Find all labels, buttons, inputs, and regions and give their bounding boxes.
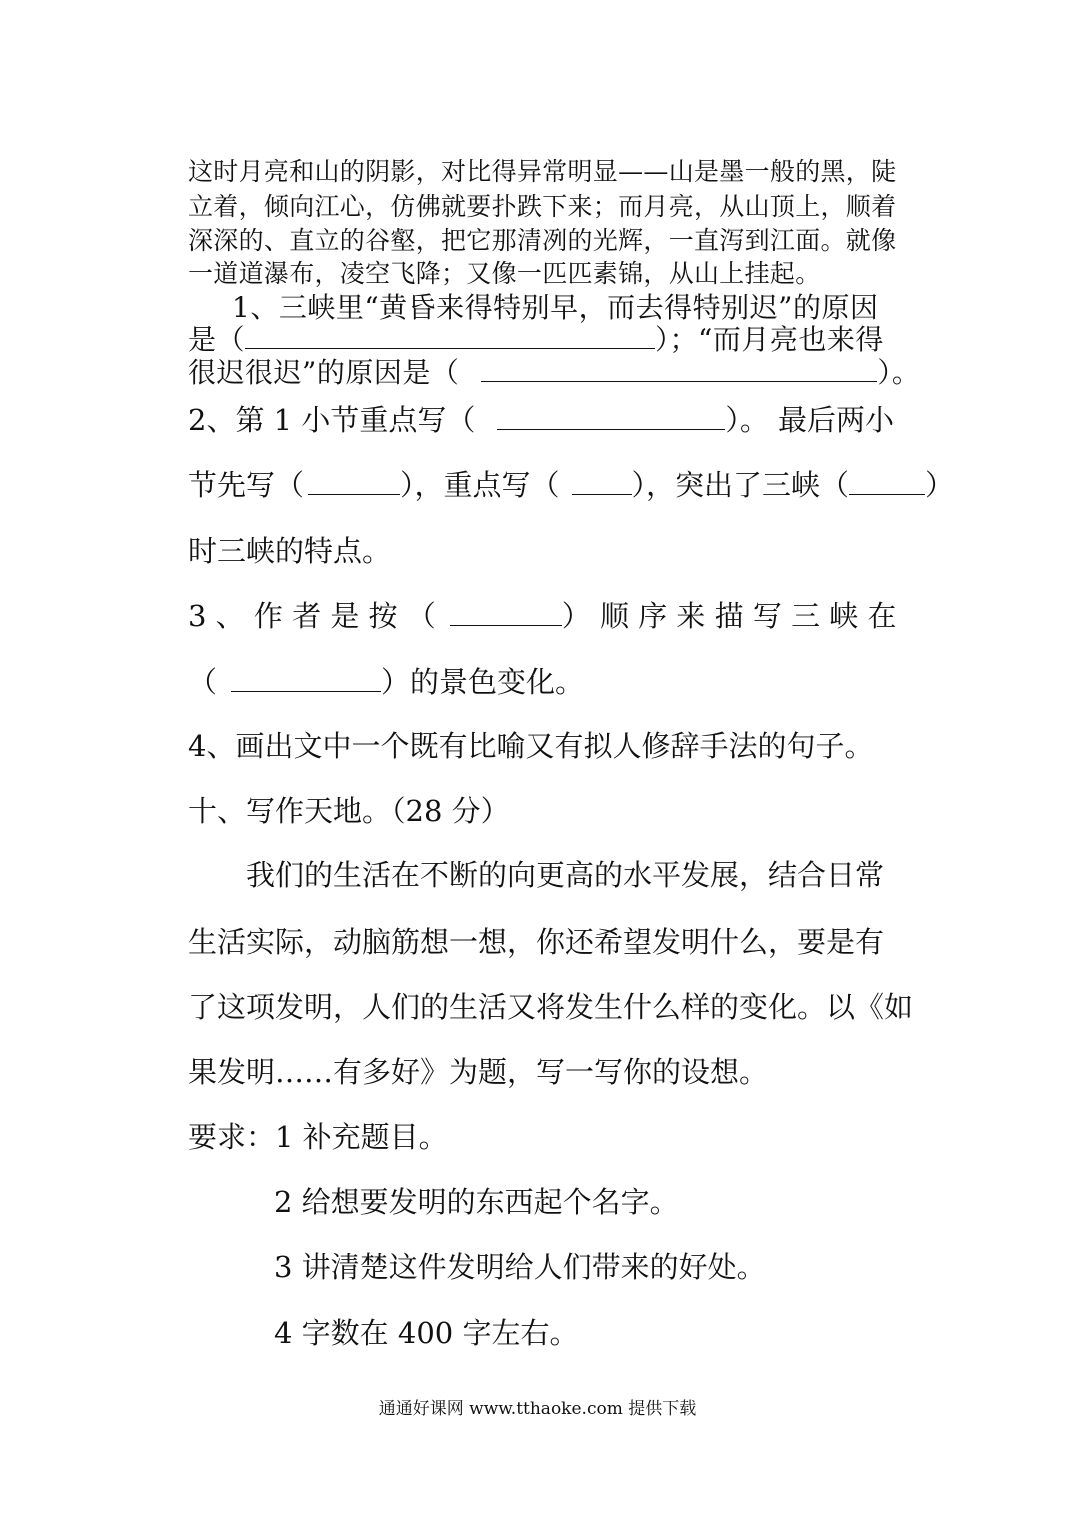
question-3-line-1 — [188, 594, 897, 635]
page-footer: 通通好课网 www.tthaoke.com 提供下载 — [378, 1399, 697, 1419]
prompt-line-1: 我们的生活在不断的向更高的水平发展，结合日常 — [246, 858, 885, 892]
question-3-text-d: ）的景色变化。 — [381, 665, 585, 699]
prompt-line-3: 了这项发明，人们的生活又将发生什么样的变化。以《如 — [188, 990, 914, 1024]
question-3-line-2 — [188, 660, 584, 701]
question-1-text-a: 是（ — [188, 323, 246, 356]
prompt-line-4: 果发明……有多好》为题，写一写你的设想。 — [188, 1055, 769, 1089]
answer-blank-1b[interactable] — [481, 359, 877, 382]
question-1-text-d: ）。 — [877, 356, 921, 389]
answer-blank-2c[interactable] — [572, 472, 632, 495]
answer-blank-3a[interactable] — [450, 603, 562, 626]
requirement-item-4: 4 字数在 400 字左右。 — [274, 1316, 579, 1350]
passage-line-2: 立着，倾向江心，仿佛就要扑跌下来；而月亮，从山顶上，顺着 — [188, 192, 897, 221]
answer-blank-3b[interactable] — [231, 669, 381, 692]
question-3-text-b: ） 顺 序 来 描 写 三 峡 在 — [561, 599, 897, 633]
question-2-line-3: 时三峡的特点。 — [188, 534, 392, 568]
question-2-text-a: 2、第 1 小节重点写（ — [188, 403, 476, 437]
section-title: 十、写作天地。（28 分） — [188, 794, 510, 828]
passage-line-1: 这时月亮和山的阴影，对比得异常明显——山是墨一般的黑，陡 — [188, 157, 897, 186]
question-1-line-3 — [188, 351, 920, 391]
requirements-label: 要求：1 补充题目。 — [188, 1120, 448, 1154]
question-3-text-c: （ — [188, 665, 218, 699]
answer-blank-2b[interactable] — [308, 472, 400, 495]
requirement-item-3: 3 讲清楚这件发明给人们带来的好处。 — [274, 1250, 766, 1284]
question-1-text-b: ）；“而月亮也来得 — [655, 323, 884, 356]
question-2-line-1 — [188, 398, 894, 439]
question-4: 4、画出文中一个既有比喻又有拟人修辞手法的句子。 — [188, 729, 874, 763]
question-3-text-a: 3 、 作 者 是 按 （ — [188, 599, 436, 633]
question-2-text-b: ）。 最后两小 — [725, 403, 895, 437]
answer-blank-2d[interactable] — [849, 472, 925, 495]
passage-line-4: 一道道瀑布，凌空飞降；又像一匹匹素锦，从山上挂起。 — [188, 259, 821, 288]
answer-blank-2a[interactable] — [497, 407, 725, 430]
question-1-text-c: 很迟很迟”的原因是（ — [188, 356, 460, 389]
question-2-text-d: ），重点写（ — [400, 468, 560, 502]
passage-line-3: 深深的、直立的谷壑，把它那清冽的光辉，一直泻到江面。就像 — [188, 226, 897, 255]
answer-blank-1a[interactable] — [245, 326, 655, 349]
question-2-text-f: ） — [925, 468, 955, 502]
question-2-line-2 — [188, 463, 954, 504]
question-1-line-1: 1、三峡里“黄昏来得特别早，而去得特别迟”的原因 — [232, 291, 879, 324]
question-2-text-c: 节先写（ — [188, 468, 305, 502]
requirement-item-2: 2 给想要发明的东西起个名字。 — [274, 1185, 679, 1219]
prompt-line-2: 生活实际，动脑筋想一想，你还希望发明什么，要是有 — [188, 925, 885, 959]
question-2-text-e: ），突出了三峡（ — [631, 468, 850, 502]
